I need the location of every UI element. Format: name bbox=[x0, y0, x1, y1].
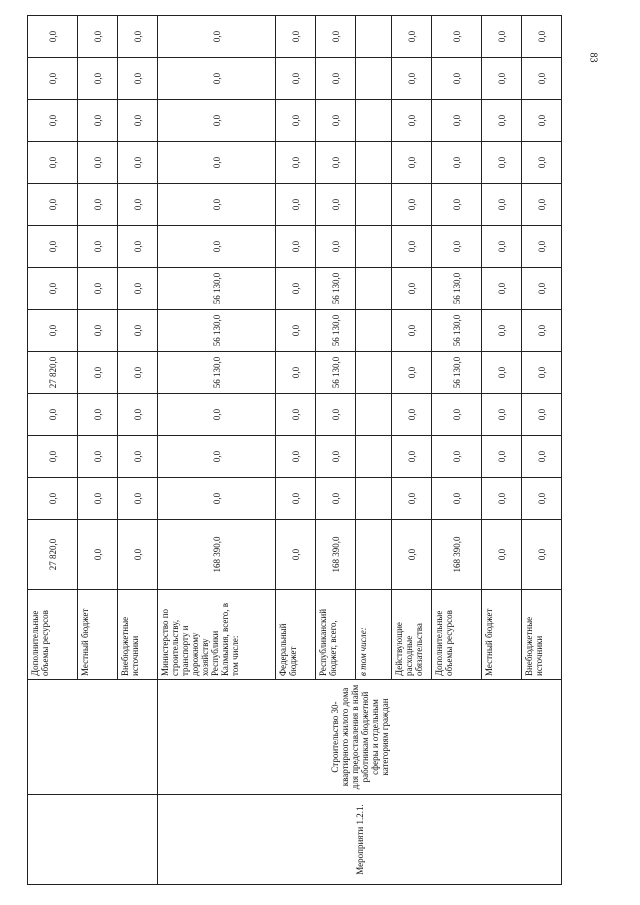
year-value-cell: 0,0 bbox=[482, 310, 522, 352]
year-value-cell: 0,0 bbox=[276, 436, 316, 478]
activity-name-cell bbox=[158, 680, 562, 795]
year-value-cell: 56 130,0 bbox=[432, 310, 482, 352]
year-value-cell: 0,0 bbox=[392, 352, 432, 394]
year-value-cell: 0,0 bbox=[392, 478, 432, 520]
funding-source-cell: Внебюджетные источники bbox=[118, 590, 158, 680]
year-value-cell: 0,0 bbox=[522, 58, 562, 100]
year-value-cell bbox=[356, 436, 392, 478]
funding-source-cell: Дополнительные объемы ресурсов bbox=[28, 590, 78, 680]
year-value-cell: 0,0 bbox=[78, 142, 118, 184]
funding-source-cell: Федеральный бюджет bbox=[276, 590, 316, 680]
year-value-cell: 0,0 bbox=[28, 184, 78, 226]
total-cell: 0,0 bbox=[482, 520, 522, 590]
year-value-cell: 0,0 bbox=[482, 142, 522, 184]
year-value-cell: 0,0 bbox=[158, 436, 276, 478]
table-row bbox=[118, 16, 158, 885]
year-value-cell: 0,0 bbox=[118, 226, 158, 268]
year-value-cell: 0,0 bbox=[118, 184, 158, 226]
year-value-cell: 0,0 bbox=[276, 310, 316, 352]
total-cell: 0,0 bbox=[392, 520, 432, 590]
year-value-cell: 0,0 bbox=[276, 478, 316, 520]
activity-code-cell bbox=[158, 795, 562, 885]
year-value-cell: 0,0 bbox=[316, 16, 356, 58]
year-value-cell: 0,0 bbox=[432, 226, 482, 268]
year-value-cell: 0,0 bbox=[432, 436, 482, 478]
activity-name: Строительство 30-квартирного жилого дома для предоставления в найм работникам бюджетной сферы и отдельным категориям граждан bbox=[329, 684, 390, 790]
year-value-cell: 0,0 bbox=[276, 226, 316, 268]
year-value-cell: 0,0 bbox=[482, 268, 522, 310]
rotated-table-container bbox=[27, 30, 547, 885]
activity-code-cell bbox=[118, 795, 158, 885]
year-value-cell: 0,0 bbox=[522, 436, 562, 478]
activity-name-cell bbox=[28, 680, 78, 795]
year-value-cell: 0,0 bbox=[118, 436, 158, 478]
year-value-cell: 0,0 bbox=[432, 184, 482, 226]
year-value-cell: 0,0 bbox=[118, 268, 158, 310]
year-value-cell: 0,0 bbox=[522, 310, 562, 352]
year-value-cell: 0,0 bbox=[316, 184, 356, 226]
total-cell: 0,0 bbox=[276, 520, 316, 590]
year-value-cell: 0,0 bbox=[276, 352, 316, 394]
funding-source-cell: Республиканский бюджет, всего, bbox=[316, 590, 356, 680]
year-value-cell: 0,0 bbox=[118, 100, 158, 142]
year-value-cell: 0,0 bbox=[78, 58, 118, 100]
year-value-cell: 0,0 bbox=[158, 58, 276, 100]
year-value-cell: 0,0 bbox=[118, 478, 158, 520]
page-number: 83 bbox=[587, 52, 599, 63]
year-value-cell: 0,0 bbox=[28, 142, 78, 184]
year-value-cell: 0,0 bbox=[118, 352, 158, 394]
year-value-cell: 0,0 bbox=[392, 16, 432, 58]
funding-source-cell: Местный бюджет bbox=[482, 590, 522, 680]
year-value-cell: 0,0 bbox=[78, 352, 118, 394]
year-value-cell: 0,0 bbox=[522, 100, 562, 142]
funding-source-cell: Местный бюджет bbox=[78, 590, 118, 680]
year-value-cell bbox=[356, 478, 392, 520]
table-row bbox=[78, 16, 118, 885]
year-value-cell bbox=[356, 268, 392, 310]
year-value-cell: 0,0 bbox=[392, 394, 432, 436]
year-value-cell: 0,0 bbox=[78, 310, 118, 352]
year-value-cell: 0,0 bbox=[158, 142, 276, 184]
year-value-cell: 0,0 bbox=[316, 394, 356, 436]
funding-source-cell: Внебюджетные источники bbox=[522, 590, 562, 680]
year-value-cell bbox=[356, 58, 392, 100]
year-value-cell: 0,0 bbox=[276, 142, 316, 184]
year-value-cell: 0,0 bbox=[392, 268, 432, 310]
year-value-cell: 0,0 bbox=[392, 184, 432, 226]
year-value-cell: 0,0 bbox=[28, 100, 78, 142]
year-value-cell: 0,0 bbox=[158, 100, 276, 142]
year-value-cell: 0,0 bbox=[432, 478, 482, 520]
year-value-cell: 56 130,0 bbox=[316, 310, 356, 352]
activity-name-cell bbox=[118, 680, 158, 795]
year-value-cell: 0,0 bbox=[276, 58, 316, 100]
year-value-cell: 0,0 bbox=[522, 352, 562, 394]
year-value-cell: 0,0 bbox=[482, 226, 522, 268]
year-value-cell: 0,0 bbox=[276, 394, 316, 436]
year-value-cell: 0,0 bbox=[432, 142, 482, 184]
year-value-cell bbox=[356, 394, 392, 436]
year-value-cell: 0,0 bbox=[276, 100, 316, 142]
year-value-cell: 0,0 bbox=[78, 100, 118, 142]
year-value-cell: 0,0 bbox=[522, 184, 562, 226]
year-value-cell: 0,0 bbox=[392, 226, 432, 268]
year-value-cell: 0,0 bbox=[482, 58, 522, 100]
year-value-cell: 0,0 bbox=[28, 268, 78, 310]
year-value-cell: 0,0 bbox=[158, 226, 276, 268]
year-value-cell: 0,0 bbox=[482, 352, 522, 394]
year-value-cell: 0,0 bbox=[28, 226, 78, 268]
year-value-cell: 0,0 bbox=[28, 58, 78, 100]
year-value-cell: 0,0 bbox=[482, 478, 522, 520]
year-value-cell: 0,0 bbox=[158, 16, 276, 58]
year-value-cell: 0,0 bbox=[432, 394, 482, 436]
year-value-cell: 0,0 bbox=[482, 184, 522, 226]
year-value-cell: 0,0 bbox=[522, 142, 562, 184]
year-value-cell: 0,0 bbox=[78, 226, 118, 268]
activity-code-cell bbox=[78, 795, 118, 885]
year-value-cell: 56 130,0 bbox=[432, 268, 482, 310]
total-cell: 168 390,0 bbox=[316, 520, 356, 590]
year-value-cell: 0,0 bbox=[432, 16, 482, 58]
budget-table bbox=[27, 15, 562, 885]
year-value-cell bbox=[356, 16, 392, 58]
year-value-cell: 0,0 bbox=[316, 58, 356, 100]
year-value-cell: 0,0 bbox=[522, 16, 562, 58]
activity-code-cell bbox=[28, 795, 78, 885]
year-value-cell: 56 130,0 bbox=[158, 268, 276, 310]
total-cell: 0,0 bbox=[118, 520, 158, 590]
year-value-cell bbox=[356, 100, 392, 142]
year-value-cell: 0,0 bbox=[78, 436, 118, 478]
year-value-cell: 0,0 bbox=[118, 394, 158, 436]
year-value-cell: 0,0 bbox=[392, 58, 432, 100]
year-value-cell: 0,0 bbox=[78, 478, 118, 520]
year-value-cell: 56 130,0 bbox=[316, 268, 356, 310]
year-value-cell: 0,0 bbox=[158, 478, 276, 520]
year-value-cell: 0,0 bbox=[316, 142, 356, 184]
year-value-cell: 0,0 bbox=[522, 268, 562, 310]
year-value-cell: 56 130,0 bbox=[432, 352, 482, 394]
year-value-cell: 0,0 bbox=[28, 16, 78, 58]
year-value-cell: 0,0 bbox=[78, 16, 118, 58]
funding-source-cell: в том числе: bbox=[356, 590, 392, 680]
year-value-cell: 0,0 bbox=[432, 58, 482, 100]
year-value-cell: 0,0 bbox=[28, 478, 78, 520]
year-value-cell bbox=[356, 142, 392, 184]
year-value-cell: 0,0 bbox=[118, 310, 158, 352]
year-value-cell: 0,0 bbox=[118, 16, 158, 58]
year-value-cell: 0,0 bbox=[118, 58, 158, 100]
year-value-cell: 0,0 bbox=[482, 394, 522, 436]
activity-code: Мероприяти 1.2.1. bbox=[354, 804, 365, 875]
year-value-cell: 0,0 bbox=[28, 436, 78, 478]
year-value-cell bbox=[356, 352, 392, 394]
year-value-cell: 0,0 bbox=[28, 310, 78, 352]
funding-source-cell: Дополнительные объемы ресурсов bbox=[432, 590, 482, 680]
total-cell bbox=[356, 520, 392, 590]
year-value-cell: 0,0 bbox=[482, 100, 522, 142]
year-value-cell: 0,0 bbox=[28, 394, 78, 436]
year-value-cell bbox=[356, 226, 392, 268]
year-value-cell: 0,0 bbox=[522, 226, 562, 268]
year-value-cell: 0,0 bbox=[392, 100, 432, 142]
total-cell: 168 390,0 bbox=[158, 520, 276, 590]
year-value-cell: 27 820,0 bbox=[28, 352, 78, 394]
funding-source-cell: Министерство по строительству, транспорту и дорожному хозяйству Республики Калмыкия, всего, в том числе: bbox=[158, 590, 276, 680]
activity-name-cell bbox=[78, 680, 118, 795]
year-value-cell: 0,0 bbox=[276, 16, 316, 58]
year-value-cell: 0,0 bbox=[316, 436, 356, 478]
year-value-cell: 0,0 bbox=[482, 16, 522, 58]
funding-source-cell: Действующие расходные обязательства bbox=[392, 590, 432, 680]
total-cell: 168 390,0 bbox=[432, 520, 482, 590]
total-cell: 0,0 bbox=[522, 520, 562, 590]
total-cell: 27 820,0 bbox=[28, 520, 78, 590]
year-value-cell bbox=[356, 310, 392, 352]
year-value-cell: 0,0 bbox=[482, 436, 522, 478]
year-value-cell: 0,0 bbox=[392, 310, 432, 352]
year-value-cell: 0,0 bbox=[158, 394, 276, 436]
year-value-cell: 56 130,0 bbox=[158, 352, 276, 394]
year-value-cell bbox=[356, 184, 392, 226]
year-value-cell: 0,0 bbox=[522, 394, 562, 436]
year-value-cell: 0,0 bbox=[522, 478, 562, 520]
year-value-cell: 0,0 bbox=[276, 268, 316, 310]
year-value-cell: 56 130,0 bbox=[316, 352, 356, 394]
year-value-cell: 0,0 bbox=[78, 394, 118, 436]
year-value-cell: 0,0 bbox=[432, 100, 482, 142]
table-row bbox=[158, 16, 276, 885]
year-value-cell: 0,0 bbox=[316, 226, 356, 268]
year-value-cell: 0,0 bbox=[392, 142, 432, 184]
year-value-cell: 0,0 bbox=[316, 100, 356, 142]
year-value-cell: 56 130,0 bbox=[158, 310, 276, 352]
total-cell: 0,0 bbox=[78, 520, 118, 590]
year-value-cell: 0,0 bbox=[276, 184, 316, 226]
year-value-cell: 0,0 bbox=[78, 184, 118, 226]
year-value-cell: 0,0 bbox=[158, 184, 276, 226]
year-value-cell: 0,0 bbox=[392, 436, 432, 478]
table-row bbox=[28, 16, 78, 885]
year-value-cell: 0,0 bbox=[316, 478, 356, 520]
year-value-cell: 0,0 bbox=[118, 142, 158, 184]
year-value-cell: 0,0 bbox=[78, 268, 118, 310]
